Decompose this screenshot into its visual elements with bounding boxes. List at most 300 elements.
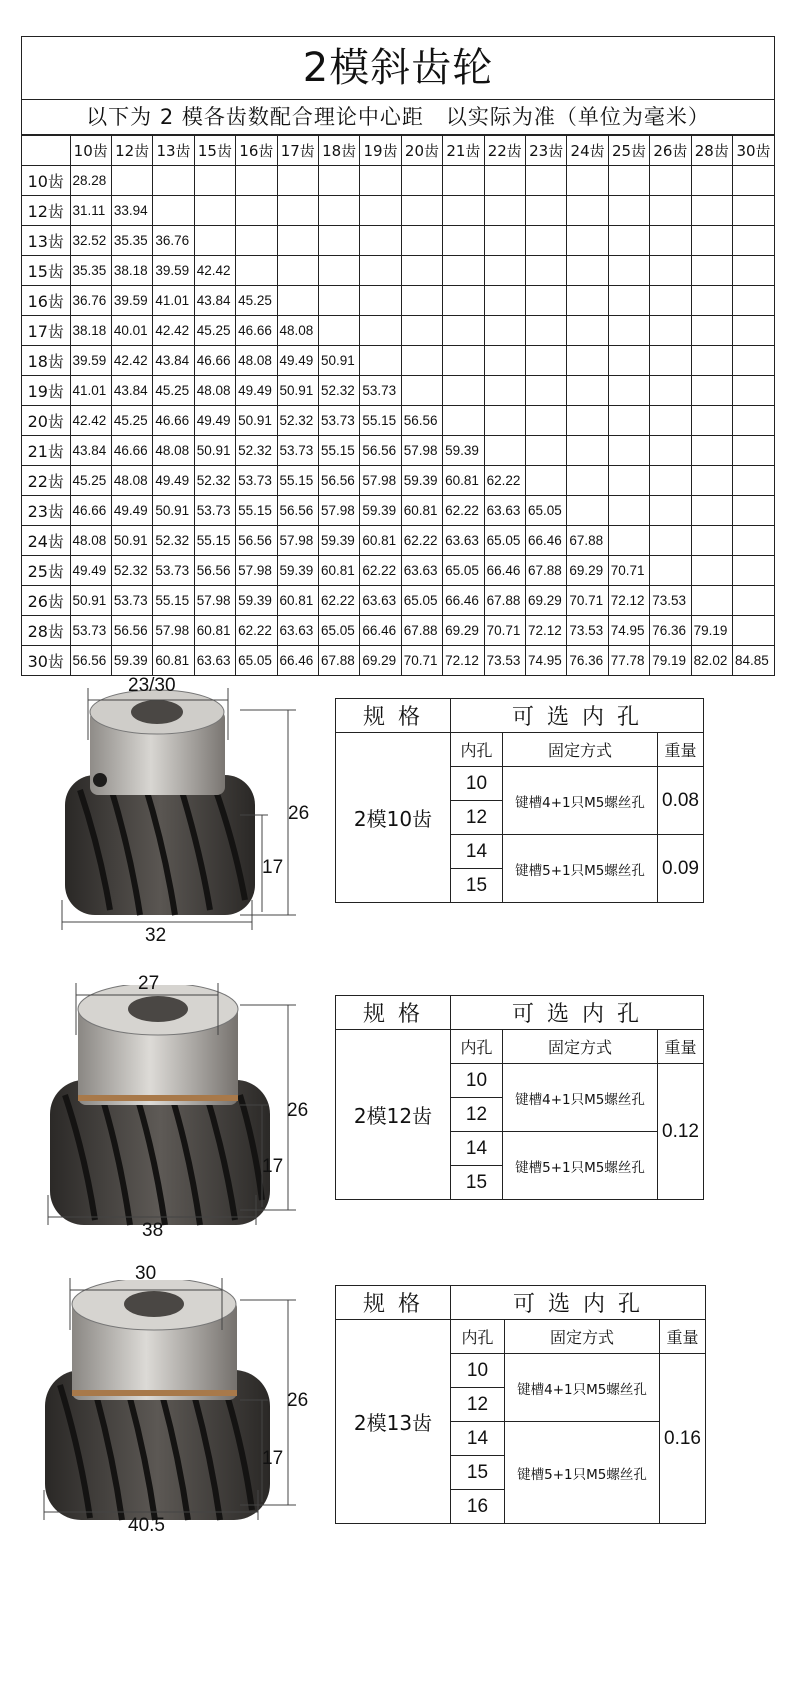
distance-cell: 39.59: [111, 286, 152, 316]
distance-cell: [691, 496, 732, 526]
column-header: 23齿: [525, 136, 566, 166]
column-header: 15齿: [194, 136, 235, 166]
distance-cell: [318, 226, 359, 256]
distance-cell: [650, 166, 691, 196]
distance-cell: 53.73: [236, 466, 277, 496]
distance-cell: 57.98: [277, 526, 318, 556]
distance-cell: [318, 316, 359, 346]
spec-header: 规 格: [336, 1286, 451, 1320]
distance-cell: [733, 616, 775, 646]
distance-cell: [650, 226, 691, 256]
row-header: 23齿: [22, 496, 70, 526]
distance-cell: [484, 406, 525, 436]
model-name: 2模12齿: [336, 1030, 451, 1200]
distance-cell: [401, 166, 442, 196]
column-header: 24齿: [567, 136, 608, 166]
column-header: 28齿: [691, 136, 732, 166]
distance-cell: [567, 466, 608, 496]
fixing-value: 键槽5+1只M5螺丝孔: [503, 835, 658, 903]
distance-cell: [194, 196, 235, 226]
distance-cell: 67.88: [525, 556, 566, 586]
distance-cell: 77.78: [608, 646, 649, 676]
distance-cell: [567, 166, 608, 196]
column-header: 10齿: [70, 136, 111, 166]
row-header: 28齿: [22, 616, 70, 646]
distance-cell: [236, 226, 277, 256]
distance-cell: 76.36: [567, 646, 608, 676]
table-row: [22, 256, 774, 286]
row-header: 24齿: [22, 526, 70, 556]
distance-cell: [691, 226, 732, 256]
bore-value: 12: [451, 801, 503, 835]
distance-cell: [153, 166, 194, 196]
row-header: 30齿: [22, 646, 70, 676]
distance-cell: 73.53: [484, 646, 525, 676]
distance-cell: 60.81: [194, 616, 235, 646]
distance-cell: 57.98: [194, 586, 235, 616]
distance-cell: [360, 346, 401, 376]
distance-cell: [608, 256, 649, 286]
distance-cell: 48.08: [70, 526, 111, 556]
dim-top: 30: [135, 1263, 157, 1284]
distance-cell: 67.88: [318, 646, 359, 676]
weight-header: 重量: [658, 733, 704, 767]
weight-header: 重量: [660, 1320, 706, 1354]
distance-cell: 72.12: [443, 646, 484, 676]
bore-header: 内孔: [451, 1320, 505, 1354]
table-row: [22, 376, 774, 406]
weight-value: 0.08: [658, 767, 704, 835]
distance-cell: 66.46: [525, 526, 566, 556]
spec-table: [335, 995, 704, 1200]
distance-cell: 55.15: [153, 586, 194, 616]
distance-cell: 60.81: [360, 526, 401, 556]
distance-cell: [691, 526, 732, 556]
distance-cell: [318, 256, 359, 286]
bore-value: 15: [451, 1456, 505, 1490]
distance-cell: 65.05: [525, 496, 566, 526]
bore-header: 内孔: [451, 733, 503, 767]
distance-cell: 70.71: [401, 646, 442, 676]
bore-value: 14: [451, 835, 503, 869]
distance-cell: [650, 436, 691, 466]
distance-cell: 66.46: [360, 616, 401, 646]
distance-cell: 53.73: [153, 556, 194, 586]
distance-cell: [236, 256, 277, 286]
distance-cell: [650, 316, 691, 346]
distance-cell: 52.32: [318, 376, 359, 406]
distance-cell: 52.32: [194, 466, 235, 496]
distance-cell: [733, 586, 775, 616]
distance-cell: 59.39: [443, 436, 484, 466]
distance-cell: 46.66: [153, 406, 194, 436]
distance-cell: [567, 226, 608, 256]
column-header: 18齿: [318, 136, 359, 166]
column-header: 30齿: [733, 136, 775, 166]
table-row: [22, 466, 774, 496]
optional-bore-header: 可 选 内 孔: [451, 996, 704, 1030]
distance-cell: 65.05: [443, 556, 484, 586]
distance-cell: [733, 496, 775, 526]
distance-cell: 50.91: [70, 586, 111, 616]
distance-cell: [443, 376, 484, 406]
distance-cell: 41.01: [70, 376, 111, 406]
fixing-value: 键槽4+1只M5螺丝孔: [503, 1064, 658, 1132]
table-row: [22, 556, 774, 586]
distance-cell: [608, 196, 649, 226]
bore-header: 内孔: [451, 1030, 503, 1064]
distance-cell: [484, 376, 525, 406]
distance-cell: [691, 346, 732, 376]
distance-cell: 72.12: [525, 616, 566, 646]
distance-cell: 36.76: [153, 226, 194, 256]
column-header: 21齿: [443, 136, 484, 166]
distance-cell: [567, 346, 608, 376]
distance-cell: 67.88: [484, 586, 525, 616]
distance-cell: [567, 316, 608, 346]
distance-cell: 52.32: [236, 436, 277, 466]
distance-cell: [650, 256, 691, 286]
distance-cell: [650, 496, 691, 526]
distance-cell: 79.19: [650, 646, 691, 676]
distance-cell: [691, 286, 732, 316]
dim-tooth-height: 17: [262, 857, 284, 878]
distance-cell: 53.73: [277, 436, 318, 466]
distance-cell: [277, 286, 318, 316]
distance-cell: 84.85: [733, 646, 775, 676]
row-header: 15齿: [22, 256, 70, 286]
distance-cell: 53.73: [360, 376, 401, 406]
distance-cell: 59.39: [277, 556, 318, 586]
distance-cell: 59.39: [401, 466, 442, 496]
distance-cell: [360, 226, 401, 256]
distance-cell: 28.28: [70, 166, 111, 196]
dim-top: 23/30: [128, 675, 176, 696]
distance-cell: 43.84: [153, 346, 194, 376]
distance-cell: [277, 196, 318, 226]
distance-cell: [525, 346, 566, 376]
distance-cell: 76.36: [650, 616, 691, 646]
distance-cell: 66.46: [443, 586, 484, 616]
distance-cell: [525, 196, 566, 226]
distance-cell: 46.66: [194, 346, 235, 376]
weight-header: 重量: [658, 1030, 704, 1064]
distance-cell: [608, 226, 649, 256]
distance-cell: 66.46: [277, 646, 318, 676]
distance-cell: [525, 286, 566, 316]
distance-cell: 65.05: [401, 586, 442, 616]
distance-cell: [691, 256, 732, 286]
distance-cell: 42.42: [194, 256, 235, 286]
distance-cell: 62.22: [484, 466, 525, 496]
distance-cell: [650, 376, 691, 406]
distance-cell: 53.73: [70, 616, 111, 646]
distance-cell: [484, 346, 525, 376]
distance-cell: 65.05: [318, 616, 359, 646]
distance-cell: 45.25: [153, 376, 194, 406]
distance-cell: [401, 316, 442, 346]
distance-cell: [567, 406, 608, 436]
bore-value: 12: [451, 1388, 505, 1422]
distance-cell: 55.15: [194, 526, 235, 556]
distance-cell: [650, 346, 691, 376]
table-row: [22, 586, 774, 616]
distance-cell: 35.35: [70, 256, 111, 286]
distance-cell: [691, 196, 732, 226]
distance-cell: 60.81: [277, 586, 318, 616]
optional-bore-header: 可 选 内 孔: [451, 1286, 706, 1320]
distance-cell: [277, 226, 318, 256]
distance-cell: [691, 556, 732, 586]
distance-cell: 82.02: [691, 646, 732, 676]
distance-cell: 38.18: [111, 256, 152, 286]
distance-cell: 52.32: [153, 526, 194, 556]
distance-cell: [484, 256, 525, 286]
distance-cell: 50.91: [194, 436, 235, 466]
distance-cell: [650, 286, 691, 316]
distance-cell: 56.56: [236, 526, 277, 556]
distance-cell: 60.81: [318, 556, 359, 586]
distance-cell: [484, 436, 525, 466]
distance-cell: [608, 406, 649, 436]
fixing-value: 键槽4+1只M5螺丝孔: [505, 1354, 660, 1422]
bore-value: 14: [451, 1132, 503, 1166]
distance-cell: [525, 436, 566, 466]
column-header: 16齿: [236, 136, 277, 166]
distance-cell: [608, 496, 649, 526]
dim-diameter: 38: [142, 1220, 164, 1241]
distance-cell: [401, 256, 442, 286]
center-distance-table: [21, 36, 775, 676]
distance-cell: 57.98: [236, 556, 277, 586]
distance-cell: [733, 406, 775, 436]
row-header: 25齿: [22, 556, 70, 586]
distance-cell: [650, 196, 691, 226]
distance-cell: [360, 166, 401, 196]
distance-cell: [691, 166, 732, 196]
distance-cell: 33.94: [111, 196, 152, 226]
model-name: 2模10齿: [336, 733, 451, 903]
distance-cell: 52.32: [111, 556, 152, 586]
distance-cell: 60.81: [153, 646, 194, 676]
distance-cell: [401, 196, 442, 226]
distance-cell: [567, 436, 608, 466]
distance-cell: [567, 496, 608, 526]
distance-cell: [608, 346, 649, 376]
bore-value: 10: [451, 1354, 505, 1388]
distance-cell: [691, 586, 732, 616]
distance-cell: [360, 256, 401, 286]
distance-cell: 73.53: [567, 616, 608, 646]
distance-cell: 45.25: [111, 406, 152, 436]
distance-cell: 35.35: [111, 226, 152, 256]
distance-cell: 56.56: [111, 616, 152, 646]
dim-diameter: 32: [145, 925, 167, 946]
distance-cell: 49.49: [277, 346, 318, 376]
dim-tooth-height: 17: [262, 1448, 284, 1469]
weight-value: 0.09: [658, 835, 704, 903]
distance-cell: 40.01: [111, 316, 152, 346]
dim-height: 26: [287, 1390, 309, 1411]
distance-cell: [484, 196, 525, 226]
distance-cell: [443, 286, 484, 316]
spec-header: 规 格: [336, 996, 451, 1030]
distance-cell: [567, 196, 608, 226]
distance-cell: [733, 166, 775, 196]
fixing-header: 固定方式: [505, 1320, 660, 1354]
distance-cell: [484, 226, 525, 256]
bore-value: 16: [451, 1490, 505, 1524]
distance-cell: [733, 196, 775, 226]
row-header: 12齿: [22, 196, 70, 226]
distance-cell: 59.39: [318, 526, 359, 556]
distance-cell: [318, 196, 359, 226]
distance-cell: 56.56: [318, 466, 359, 496]
fixing-header: 固定方式: [503, 733, 658, 767]
distance-cell: 31.11: [70, 196, 111, 226]
distance-cell: 69.29: [360, 646, 401, 676]
distance-cell: 67.88: [567, 526, 608, 556]
distance-cell: 55.15: [318, 436, 359, 466]
distance-cell: [733, 256, 775, 286]
distance-cell: 59.39: [111, 646, 152, 676]
table-row: [22, 436, 774, 466]
distance-cell: 66.46: [484, 556, 525, 586]
spec-table: [335, 1285, 706, 1524]
table-row: [22, 286, 774, 316]
distance-cell: [443, 196, 484, 226]
column-header: 26齿: [650, 136, 691, 166]
distance-cell: 57.98: [360, 466, 401, 496]
bore-value: 15: [451, 1166, 503, 1200]
distance-cell: [443, 226, 484, 256]
distance-cell: [525, 226, 566, 256]
distance-cell: [567, 256, 608, 286]
distance-cell: 50.91: [318, 346, 359, 376]
distance-cell: 55.15: [277, 466, 318, 496]
distance-cell: 62.22: [443, 496, 484, 526]
distance-cell: 49.49: [153, 466, 194, 496]
distance-cell: 49.49: [70, 556, 111, 586]
distance-cell: [608, 436, 649, 466]
distance-cell: 52.32: [277, 406, 318, 436]
table-row: [22, 406, 774, 436]
distance-cell: [194, 166, 235, 196]
column-header: 19齿: [360, 136, 401, 166]
fixing-value: 键槽5+1只M5螺丝孔: [503, 1132, 658, 1200]
row-header: 13齿: [22, 226, 70, 256]
row-header: 18齿: [22, 346, 70, 376]
distance-cell: [733, 286, 775, 316]
distance-cell: [401, 346, 442, 376]
distance-cell: 63.63: [443, 526, 484, 556]
distance-cell: 50.91: [277, 376, 318, 406]
distance-cell: [153, 196, 194, 226]
distance-cell: 62.22: [318, 586, 359, 616]
distance-cell: [236, 166, 277, 196]
distance-cell: 69.29: [567, 556, 608, 586]
model-name: 2模13齿: [336, 1320, 451, 1524]
distance-cell: [443, 316, 484, 346]
optional-bore-header: 可 选 内 孔: [451, 699, 704, 733]
row-header: 21齿: [22, 436, 70, 466]
weight-value: 0.16: [660, 1354, 706, 1524]
distance-cell: [608, 466, 649, 496]
distance-cell: 43.84: [111, 376, 152, 406]
center-distance-grid: [22, 135, 774, 675]
column-header: 20齿: [401, 136, 442, 166]
distance-cell: 41.01: [153, 286, 194, 316]
distance-cell: 46.66: [236, 316, 277, 346]
dim-height: 26: [287, 1100, 309, 1121]
row-header: 10齿: [22, 166, 70, 196]
row-header: 20齿: [22, 406, 70, 436]
distance-cell: [691, 436, 732, 466]
distance-cell: 57.98: [401, 436, 442, 466]
distance-cell: [733, 436, 775, 466]
distance-cell: 63.63: [484, 496, 525, 526]
distance-cell: 48.08: [111, 466, 152, 496]
distance-cell: [567, 376, 608, 406]
fixing-value: 键槽5+1只M5螺丝孔: [505, 1422, 660, 1524]
distance-cell: 42.42: [111, 346, 152, 376]
distance-cell: [608, 286, 649, 316]
distance-cell: [401, 286, 442, 316]
distance-cell: [194, 226, 235, 256]
distance-cell: 62.22: [360, 556, 401, 586]
distance-cell: 63.63: [401, 556, 442, 586]
table-row: [22, 346, 774, 376]
distance-cell: [525, 376, 566, 406]
bore-value: 10: [451, 1064, 503, 1098]
distance-cell: 74.95: [525, 646, 566, 676]
distance-cell: 42.42: [153, 316, 194, 346]
distance-cell: [733, 316, 775, 346]
table-row: [22, 616, 774, 646]
row-header: 16齿: [22, 286, 70, 316]
dim-tooth-height: 17: [262, 1156, 284, 1177]
dim-diameter: 40.5: [128, 1515, 165, 1536]
distance-cell: 70.71: [567, 586, 608, 616]
distance-cell: [650, 466, 691, 496]
distance-cell: [360, 286, 401, 316]
weight-value: 0.12: [658, 1064, 704, 1200]
distance-cell: [236, 196, 277, 226]
distance-cell: 50.91: [111, 526, 152, 556]
distance-cell: 63.63: [277, 616, 318, 646]
distance-cell: 42.42: [70, 406, 111, 436]
distance-cell: [650, 406, 691, 436]
distance-cell: 38.18: [70, 316, 111, 346]
distance-cell: [111, 166, 152, 196]
row-header: 26齿: [22, 586, 70, 616]
distance-cell: 39.59: [153, 256, 194, 286]
fixing-header: 固定方式: [503, 1030, 658, 1064]
distance-cell: 45.25: [194, 316, 235, 346]
distance-cell: 32.52: [70, 226, 111, 256]
distance-cell: 39.59: [70, 346, 111, 376]
distance-cell: 62.22: [236, 616, 277, 646]
distance-cell: [567, 286, 608, 316]
distance-cell: 56.56: [360, 436, 401, 466]
distance-cell: [525, 166, 566, 196]
distance-cell: [360, 196, 401, 226]
distance-cell: [608, 526, 649, 556]
dim-height: 26: [288, 803, 310, 824]
distance-cell: [277, 256, 318, 286]
distance-cell: 49.49: [194, 406, 235, 436]
distance-cell: [733, 466, 775, 496]
